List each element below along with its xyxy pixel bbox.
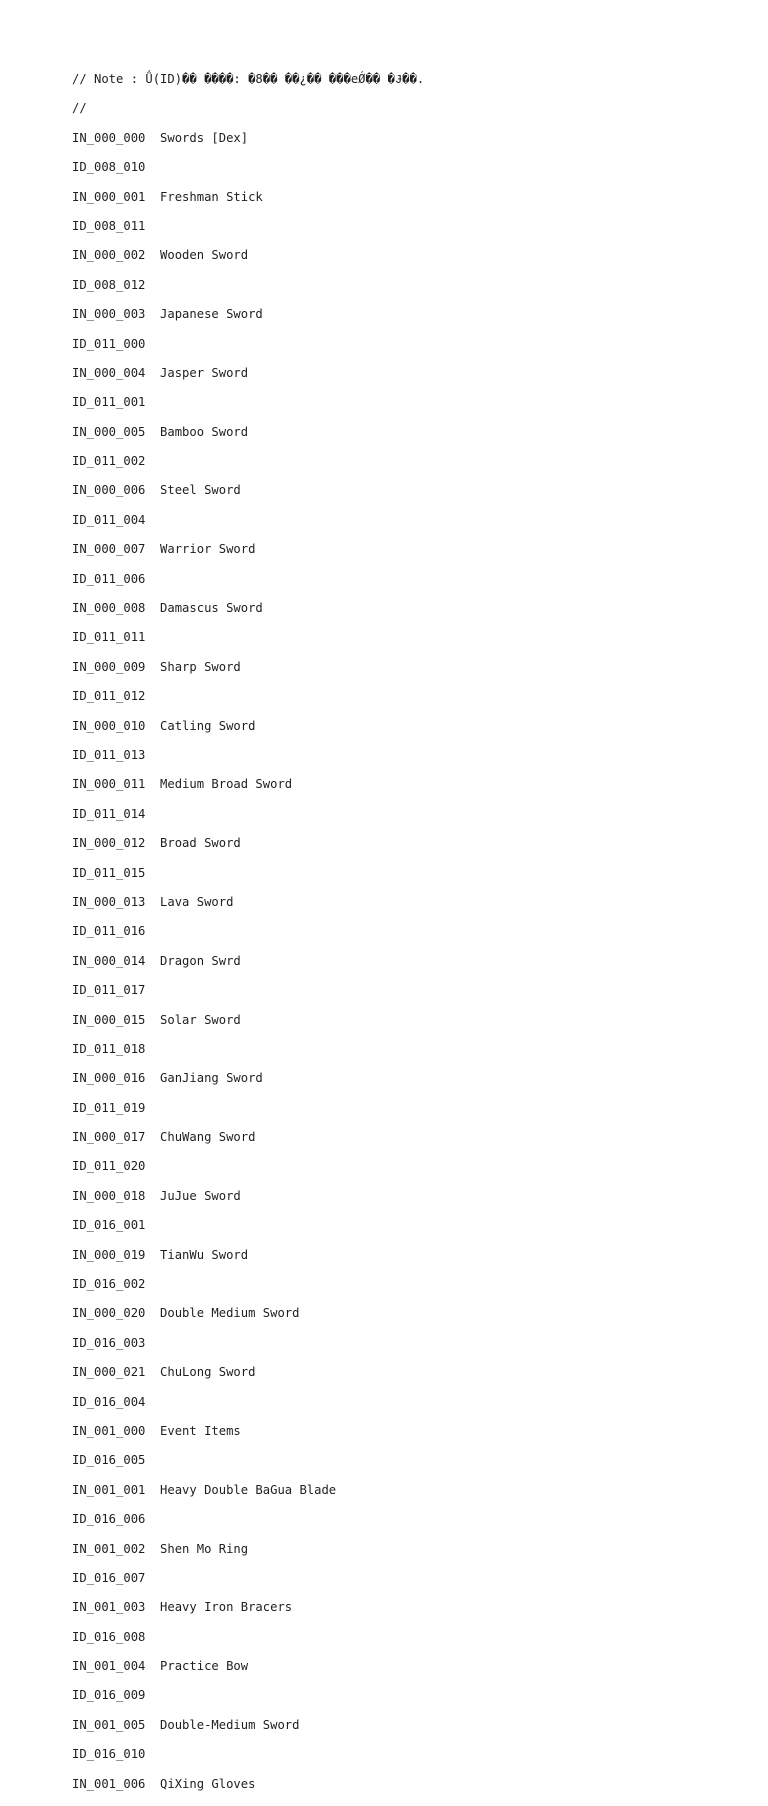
id-line: ID_011_014: [72, 806, 146, 821]
id-line: ID_011_000: [72, 336, 146, 351]
item-line: IN_000_012 Broad Sword: [72, 836, 241, 851]
item-line: IN_001_005 Double-Medium Sword: [72, 1717, 300, 1732]
id-line: ID_011_016: [72, 924, 146, 939]
comment-line: // Note : Ǘ(ID)�� ����: �8�� ��¿�� ���eǾ�� �Ɉ��.: [72, 72, 425, 86]
id-line: ID_016_001: [72, 1218, 146, 1233]
item-line: IN_000_019 TianWu Sword: [72, 1247, 249, 1262]
id-line: ID_016_005: [72, 1453, 146, 1468]
id-line: ID_011_012: [72, 689, 146, 704]
item-line: IN_000_005 Bamboo Sword: [72, 424, 249, 439]
item-line: IN_000_000 Swords [Dex]: [72, 130, 249, 145]
item-line: IN_000_009 Sharp Sword: [72, 659, 241, 674]
comment-line: //: [72, 101, 87, 116]
id-line: ID_008_011: [72, 218, 146, 233]
item-line: IN_000_008 Damascus Sword: [72, 601, 263, 616]
id-line: ID_016_006: [72, 1512, 146, 1527]
id-line: ID_011_020: [72, 1159, 146, 1174]
item-line: IN_000_015 Solar Sword: [72, 1012, 241, 1027]
item-line: IN_000_007 Warrior Sword: [72, 542, 256, 557]
item-line: IN_001_001 Heavy Double BaGua Blade: [72, 1482, 337, 1497]
id-line: ID_016_009: [72, 1688, 146, 1703]
id-line: ID_011_002: [72, 454, 146, 469]
item-line: IN_000_018 JuJue Sword: [72, 1188, 241, 1203]
id-line: ID_016_010: [72, 1747, 146, 1762]
item-line: IN_001_002 Shen Mo Ring: [72, 1541, 249, 1556]
id-line: ID_011_015: [72, 865, 146, 880]
item-line: IN_000_017 ChuWang Sword: [72, 1130, 256, 1145]
id-line: ID_016_004: [72, 1394, 146, 1409]
item-line: IN_000_002 Wooden Sword: [72, 248, 249, 263]
item-line: IN_000_013 Lava Sword: [72, 894, 234, 909]
item-line: IN_001_004 Practice Bow: [72, 1659, 249, 1674]
item-line: IN_000_021 ChuLong Sword: [72, 1365, 256, 1380]
id-line: ID_016_008: [72, 1629, 146, 1644]
id-line: ID_016_007: [72, 1570, 146, 1585]
item-line: IN_000_016 GanJiang Sword: [72, 1071, 263, 1086]
id-line: ID_011_018: [72, 1041, 146, 1056]
id-line: ID_011_017: [72, 983, 146, 998]
id-line: ID_016_002: [72, 1277, 146, 1292]
item-line: IN_000_003 Japanese Sword: [72, 307, 263, 322]
id-line: ID_011_011: [72, 630, 146, 645]
id-line: ID_011_004: [72, 512, 146, 527]
item-line: IN_000_006 Steel Sword: [72, 483, 241, 498]
item-line: IN_001_006 QiXing Gloves: [72, 1776, 256, 1791]
id-line: ID_011_001: [72, 395, 146, 410]
text-document: [72, 72, 424, 1806]
item-line: IN_000_010 Catling Sword: [72, 718, 256, 733]
id-line: ID_011_006: [72, 571, 146, 586]
item-line: IN_000_011 Medium Broad Sword: [72, 777, 293, 792]
id-line: ID_008_010: [72, 160, 146, 175]
item-line: IN_000_004 Jasper Sword: [72, 365, 249, 380]
item-line: IN_000_001 Freshman Stick: [72, 189, 263, 204]
id-line: ID_008_012: [72, 277, 146, 292]
item-line: IN_001_000 Event Items: [72, 1423, 241, 1438]
id-line: ID_011_013: [72, 747, 146, 762]
id-line: ID_011_019: [72, 1100, 146, 1115]
item-line: IN_001_003 Heavy Iron Bracers: [72, 1600, 293, 1615]
item-line: IN_000_014 Dragon Swrd: [72, 953, 241, 968]
item-line: IN_000_020 Double Medium Sword: [72, 1306, 300, 1321]
id-line: ID_016_003: [72, 1335, 146, 1350]
